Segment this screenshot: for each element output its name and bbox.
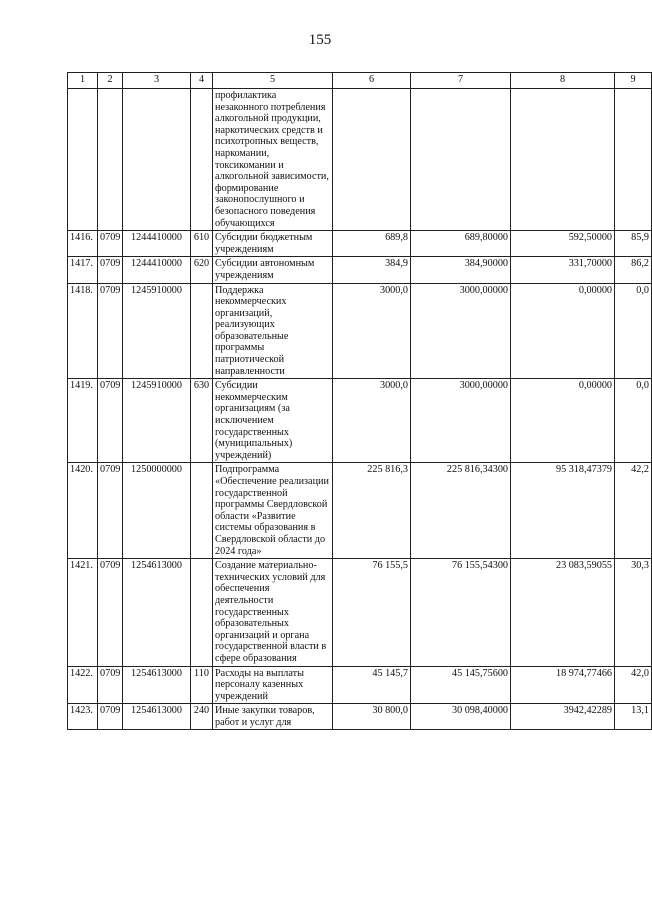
target-article-code: 1245910000 — [123, 379, 191, 463]
executed-amount: 331,70000 — [511, 257, 615, 283]
approved-amount: 384,90000 — [411, 257, 511, 283]
page-number: 155 — [308, 32, 332, 48]
plan-amount: 30 800,0 — [333, 704, 411, 730]
table-row — [68, 463, 652, 559]
plan-amount: 225 816,3 — [333, 463, 411, 559]
expense-type-code — [191, 559, 213, 666]
expense-type-code — [191, 89, 213, 231]
row-number: 1423. — [68, 704, 98, 730]
expense-type-code: 110 — [191, 666, 213, 704]
execution-percent: 42,0 — [615, 666, 652, 704]
approved-amount: 3000,00000 — [411, 283, 511, 379]
plan-amount: 3000,0 — [333, 379, 411, 463]
table-row — [68, 257, 652, 283]
row-number: 1419. — [68, 379, 98, 463]
expense-type-code: 630 — [191, 379, 213, 463]
column-header: 1 — [68, 73, 98, 89]
expense-type-code — [191, 463, 213, 559]
table-row — [68, 89, 652, 231]
execution-percent: 30,3 — [615, 559, 652, 666]
section-code: 0709 — [98, 559, 123, 666]
table-row — [68, 559, 652, 666]
column-header: 3 — [123, 73, 191, 89]
approved-amount: 689,80000 — [411, 231, 511, 257]
row-number: 1417. — [68, 257, 98, 283]
approved-amount: 3000,00000 — [411, 379, 511, 463]
section-code: 0709 — [98, 463, 123, 559]
expense-name: Субсидии бюджетным учреждениям — [213, 231, 333, 257]
column-header: 2 — [98, 73, 123, 89]
plan-amount: 384,9 — [333, 257, 411, 283]
expense-name: Расходы на выплаты персоналу казенных учреждений — [213, 666, 333, 704]
plan-amount — [333, 89, 411, 231]
plan-amount: 76 155,5 — [333, 559, 411, 666]
table-row — [68, 231, 652, 257]
table-row — [68, 704, 652, 730]
target-article-code: 1244410000 — [123, 257, 191, 283]
row-number: 1418. — [68, 283, 98, 379]
executed-amount: 592,50000 — [511, 231, 615, 257]
executed-amount: 0,00000 — [511, 379, 615, 463]
section-code: 0709 — [98, 283, 123, 379]
execution-percent: 42,2 — [615, 463, 652, 559]
expense-name: Поддержка некоммерческих организаций, реализующих образовательные программы патриотической направленности — [213, 283, 333, 379]
table-header — [68, 73, 652, 89]
execution-percent: 85,9 — [615, 231, 652, 257]
column-header: 5 — [213, 73, 333, 89]
plan-amount: 3000,0 — [333, 283, 411, 379]
execution-percent: 86,2 — [615, 257, 652, 283]
table-body — [68, 89, 652, 730]
column-header: 6 — [333, 73, 411, 89]
expense-type-code: 620 — [191, 257, 213, 283]
target-article-code — [123, 89, 191, 231]
section-code: 0709 — [98, 231, 123, 257]
expense-type-code: 240 — [191, 704, 213, 730]
plan-amount: 45 145,7 — [333, 666, 411, 704]
section-code: 0709 — [98, 666, 123, 704]
expense-name: Субсидии автономным учреждениям — [213, 257, 333, 283]
executed-amount: 95 318,47379 — [511, 463, 615, 559]
execution-percent: 0,0 — [615, 379, 652, 463]
plan-amount: 689,8 — [333, 231, 411, 257]
executed-amount: 23 083,59055 — [511, 559, 615, 666]
target-article-code: 1250000000 — [123, 463, 191, 559]
approved-amount: 45 145,75600 — [411, 666, 511, 704]
expense-type-code: 610 — [191, 231, 213, 257]
section-code: 0709 — [98, 257, 123, 283]
approved-amount: 225 816,34300 — [411, 463, 511, 559]
expense-name: профилактика незаконного потребления алкогольной продукции, наркотических средств и психотропных веществ, наркомании, токсикомании и алкогольной зависимости, формирование законопослушного и безопасного поведения обучающихся — [213, 89, 333, 231]
table-row — [68, 283, 652, 379]
expense-type-code — [191, 283, 213, 379]
expense-name: Субсидии некоммерческим организациям (за исключением государственных (муниципальных) учреждений) — [213, 379, 333, 463]
execution-percent: 13,1 — [615, 704, 652, 730]
approved-amount: 76 155,54300 — [411, 559, 511, 666]
column-header: 4 — [191, 73, 213, 89]
approved-amount — [411, 89, 511, 231]
target-article-code: 1244410000 — [123, 231, 191, 257]
executed-amount — [511, 89, 615, 231]
execution-percent: 0,0 — [615, 283, 652, 379]
target-article-code: 1245910000 — [123, 283, 191, 379]
header-row — [68, 73, 652, 89]
executed-amount: 0,00000 — [511, 283, 615, 379]
table-row — [68, 666, 652, 704]
budget-table — [67, 72, 652, 730]
row-number: 1420. — [68, 463, 98, 559]
row-number: 1421. — [68, 559, 98, 666]
column-header: 9 — [615, 73, 652, 89]
section-code: 0709 — [98, 379, 123, 463]
expense-name: Подпрограмма «Обеспечение реализации государственной программы Свердловской области «Развитие системы образования в Свердловской области до 2024 года» — [213, 463, 333, 559]
expense-name: Создание материально-технических условий для обеспечения деятельности государственных образовательных организаций и органа государственной власти в сфере образования — [213, 559, 333, 666]
row-number — [68, 89, 98, 231]
target-article-code: 1254613000 — [123, 666, 191, 704]
column-header: 8 — [511, 73, 615, 89]
expense-name: Иные закупки товаров, работ и услуг для — [213, 704, 333, 730]
row-number: 1422. — [68, 666, 98, 704]
section-code: 0709 — [98, 704, 123, 730]
target-article-code: 1254613000 — [123, 704, 191, 730]
approved-amount: 30 098,40000 — [411, 704, 511, 730]
column-header: 7 — [411, 73, 511, 89]
executed-amount: 18 974,77466 — [511, 666, 615, 704]
table-row — [68, 379, 652, 463]
target-article-code: 1254613000 — [123, 559, 191, 666]
section-code — [98, 89, 123, 231]
row-number: 1416. — [68, 231, 98, 257]
execution-percent — [615, 89, 652, 231]
executed-amount: 3942,42289 — [511, 704, 615, 730]
